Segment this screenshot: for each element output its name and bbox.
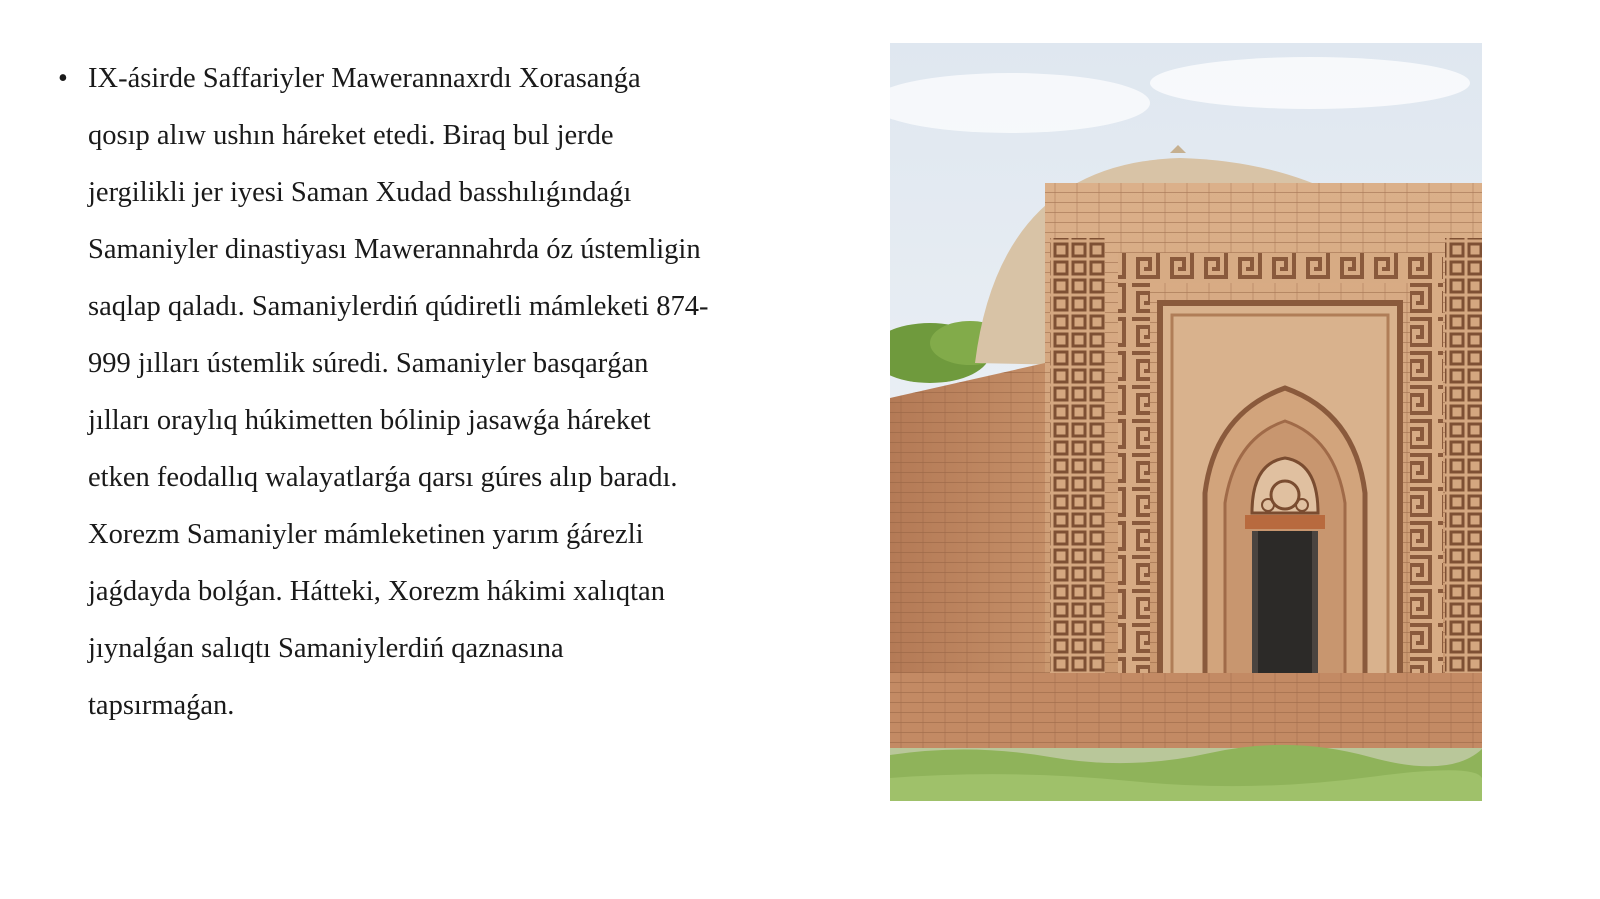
paragraph-line: jılları oraylıq húkimetten bólinip jasawǵa háreket bbox=[88, 405, 651, 436]
paragraph-line: 999 jılları ústemlik súredi. Samaniyler basqarǵan bbox=[88, 348, 649, 379]
doorway bbox=[1252, 531, 1318, 673]
paragraph-line: jaǵdayda bolǵan. Hátteki, Xorezm hákimi xalıqtan bbox=[88, 576, 665, 607]
paragraph-line: tapsırmaǵan. bbox=[88, 690, 235, 721]
paragraph-line: etken feodallıq walayatlarǵa qarsı gúres alıp baradı. bbox=[88, 462, 678, 493]
right-pillar bbox=[1445, 238, 1482, 738]
paragraph-line: jergilikli jer iyesi Saman Xudad basshılıǵındaǵı bbox=[88, 177, 632, 208]
mausoleum-photo bbox=[890, 43, 1482, 801]
bullet-paragraph bbox=[56, 50, 786, 734]
paragraph-line: saqlap qaladı. Samaniylerdiń qúdiretli mámleketi 874- bbox=[88, 291, 709, 322]
mausoleum-illustration bbox=[890, 43, 1482, 801]
bullet-icon: • bbox=[58, 63, 68, 94]
paragraph-line: qosıp alıw ushın háreket etedi. Biraq bul jerde bbox=[88, 120, 614, 151]
paragraph-line: IX-ásirde Saffariyler Mawerannaxrdı Xorasanǵa bbox=[88, 63, 641, 94]
left-pillar bbox=[1050, 238, 1105, 738]
door-lintel bbox=[1245, 515, 1325, 529]
paragraph-line: Xorezm Samaniyler mámleketinen yarım ǵárezli bbox=[88, 519, 644, 550]
paragraph-line: Samaniyler dinastiyası Mawerannahrda óz ústemligin bbox=[88, 234, 701, 265]
paragraph-line: jıynalǵan salıqtı Samaniylerdiń qaznasına bbox=[88, 633, 564, 664]
text-content bbox=[56, 50, 786, 734]
